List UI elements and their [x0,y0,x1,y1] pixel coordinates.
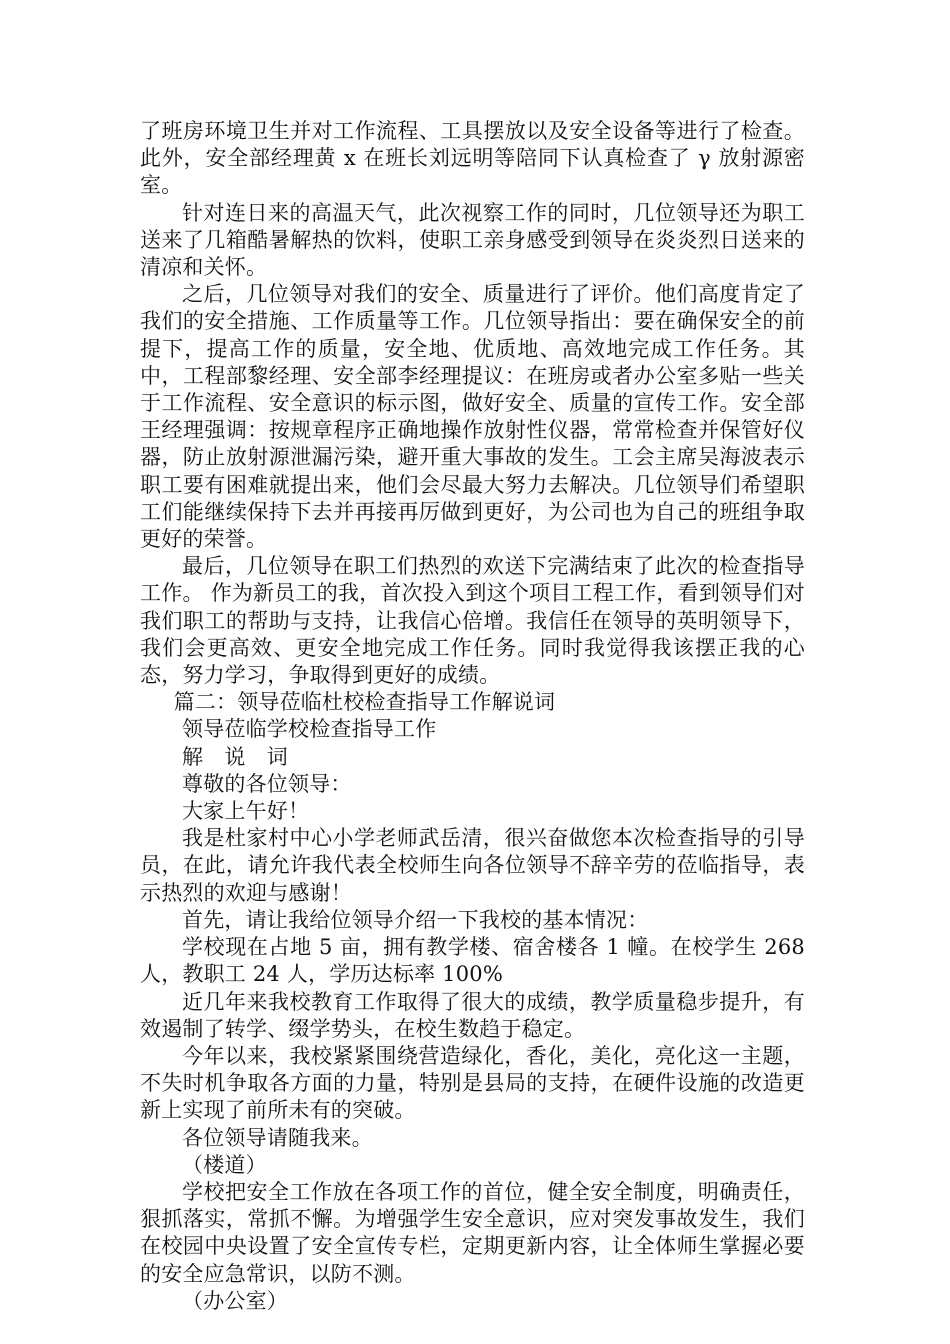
paragraph: 学校把安全工作放在各项工作的首位，健全安全制度，明确责任，狠抓落实，常抓不懈。为增强学生安全意识，应对突发事故发生，我们在校园中央设置了安全宣传专栏，定期更新内容，让全体师生掌握必要的安全应急常识，以防不测。 [140,1179,805,1286]
location-note: （楼道） [182,1152,267,1177]
document-body [140,118,805,1315]
paragraph: 了班房环境卫生并对工作流程、工具摆放以及安全设备等进行了检查。此外，安全部经理黄 x 在班长刘远明等陪同下认真检查了 γ 放射源密室。 [140,119,805,198]
salutation: 尊敬的各位领导： [182,771,352,796]
document-title: 领导莅临学校检查指导工作 [182,717,437,742]
paragraph: 针对连日来的高温天气，此次视察工作的同时，几位领导还为职工送来了几箱酷暑解热的饮料，使职工亲身感受到领导在炎炎烈日送来的清凉和关怀。 [140,200,805,280]
paragraph: 今年以来，我校紧紧围绕营造绿化，香化，美化，亮化这一主题，不失时机争取各方面的力量，特别是县局的支持，在硬件设施的改造更新上实现了前所未有的突破。 [140,1043,805,1123]
paragraph: 最后，几位领导在职工们热烈的欢送下完满结束了此次的检查指导工作。 作为新员工的我，首次投入到这个项目工程工作，看到领导们对我们职工的帮助与支持，让我信心倍增。我信任在领导的英明领导下，我们会更高效、更安全地完成工作任务。同时我觉得我该摆正我的心态，努力学习，争取得到更好的成绩。 [140,554,805,688]
paragraph: 首先，请让我给位领导介绍一下我校的基本情况： [182,907,649,932]
section-heading: 篇二：领导莅临杜校检查指导工作解说词 [173,690,556,715]
paragraph: 各位领导请随我来。 [182,1125,373,1150]
paragraph: 我是杜家村中心小学老师武岳清，很兴奋做您本次检查指导的引导员，在此，请允许我代表全校师生向各位领导不辞辛劳的莅临指导，表示热烈的欢迎与感谢！ [140,826,805,905]
paragraph: 近几年来我校教育工作取得了很大的成绩，教学质量稳步提升，有效遏制了转学、缀学势头，在校生数趋于稳定。 [140,989,805,1041]
paragraph: 学校现在占地 5 亩，拥有教学楼、宿舍楼各 1 幢。在校学生 268 人，教职工 24 人，学历达标率 100% [140,935,805,987]
greeting: 大家上午好！ [182,799,310,824]
paragraph: 之后，几位领导对我们的安全、质量进行了评价。他们高度肯定了我们的安全措施、工作质量等工作。几位领导指出：要在确保安全的前提下，提高工作的质量，安全地、优质地、高效地完成工作任务。其中，工程部黎经理、安全部李经理提议：在班房或者办公室多贴一些关于工作流程、安全意识的标示图，做好安全、质量的宣传工作。安全部王经理强调：按规章程序正确地操作放射性仪器，常常检查并保管好仪器，防止放射源泄漏污染，避开重大事故的发生。工会主席吴海波表示职工要有困难就提出来，他们会尽最大努力去解决。几位领导们希望职工们能继续保持下去并再接再厉做到更好，为公司也为自己的班组争取更好的荣誉。 [140,282,805,552]
location-note: （办公室） [182,1288,288,1313]
document-subtitle: 解 说 词 [182,744,288,769]
